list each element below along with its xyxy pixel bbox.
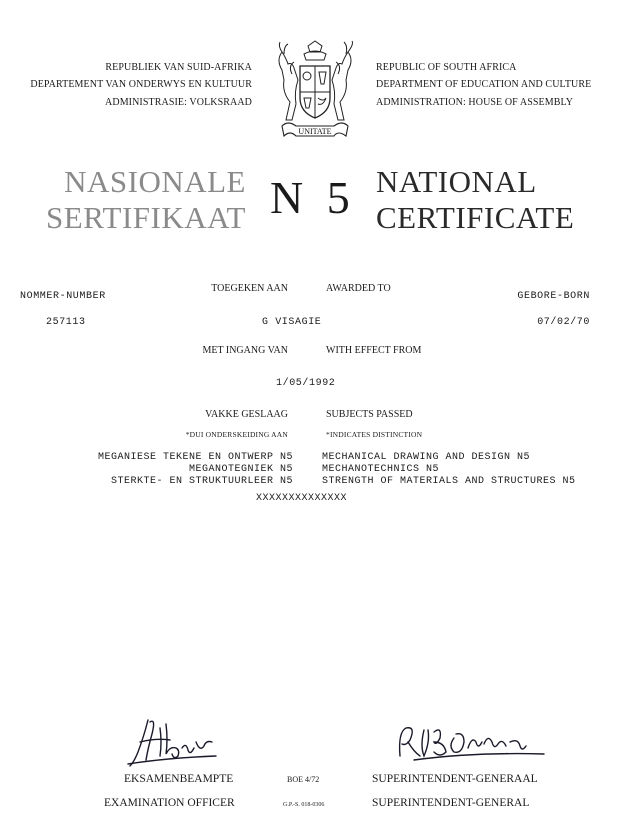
header-en-line-3: ADMINISTRATION: HOUSE OF ASSEMBLY: [376, 97, 574, 108]
distinction-note-en: *INDICATES DISTINCTION: [326, 430, 423, 439]
subject-en-3: STRENGTH OF MATERIALS AND STRUCTURES N5: [322, 476, 576, 487]
header-af-line-3: ADMINISTRASIE: VOLKSRAAD: [105, 97, 252, 108]
number-value: 257113: [46, 317, 86, 328]
born-value: 07/02/70: [537, 317, 590, 328]
awarded-label-en: AWARDED TO: [326, 283, 391, 294]
header-en-line-2: DEPARTMENT OF EDUCATION AND CULTURE: [376, 79, 592, 90]
header-af-line-2: DEPARTEMENT VAN ONDERWYS EN KULTUUR: [30, 79, 252, 90]
title-af-2: SERTIFIKAAT: [46, 200, 246, 235]
form-code: BOE 4/72: [287, 775, 320, 784]
examination-officer-signature: [126, 712, 222, 770]
subjects-end-marker: XXXXXXXXXXXXXX: [256, 493, 348, 504]
subject-en-1: MECHANICAL DRAWING AND DESIGN N5: [322, 452, 531, 463]
effect-label-af: MET INGANG VAN: [202, 345, 288, 356]
subject-en-2: MECHANOTECHNICS N5: [322, 464, 440, 475]
awarded-label-af: TOEGEKEN AAN: [211, 283, 288, 294]
print-code: G.P.-S. 018-0306: [283, 802, 325, 808]
title-en-2: CERTIFICATE: [376, 200, 575, 235]
number-label: NOMMER-NUMBER: [20, 291, 106, 302]
header-en-line-1: REPUBLIC OF SOUTH AFRICA: [376, 62, 517, 73]
header-af-line-1: REPUBLIEK VAN SUID-AFRIKA: [105, 62, 252, 73]
subject-af-1: MEGANIESE TEKENE EN ONTWERP N5: [97, 452, 293, 463]
crest-motto: UNITATE: [298, 127, 332, 136]
certificate-level: N 5: [270, 172, 356, 223]
officer-title-af: EKSAMENBEAMPTE: [124, 773, 234, 785]
subject-af-2: MEGANOTEGNIEK N5: [188, 464, 293, 475]
superintendent-general-signature: [394, 712, 554, 768]
title-en-1: NATIONAL: [376, 164, 537, 199]
subjects-label-af: VAKKE GESLAAG: [205, 409, 288, 420]
born-label: GEBORE-BORN: [517, 291, 590, 302]
officer-title-en: EXAMINATION OFFICER: [104, 797, 235, 809]
coat-of-arms-icon: [268, 40, 362, 142]
title-af-1: NASIONALE: [64, 164, 246, 199]
subject-af-3: STERKTE- EN STRUKTUURLEER N5: [110, 476, 293, 487]
effect-value: 1/05/1992: [276, 378, 336, 389]
superintendent-title-af: SUPERINTENDENT-GENERAAL: [372, 773, 538, 785]
distinction-note-af: *DUI ONDERSKEIDING AAN: [185, 430, 288, 439]
awarded-value: G VISAGIE: [262, 317, 322, 328]
subjects-label-en: SUBJECTS PASSED: [326, 409, 413, 420]
superintendent-title-en: SUPERINTENDENT-GENERAL: [372, 797, 530, 809]
effect-label-en: WITH EFFECT FROM: [326, 345, 422, 356]
coat-of-arms: [268, 40, 362, 142]
